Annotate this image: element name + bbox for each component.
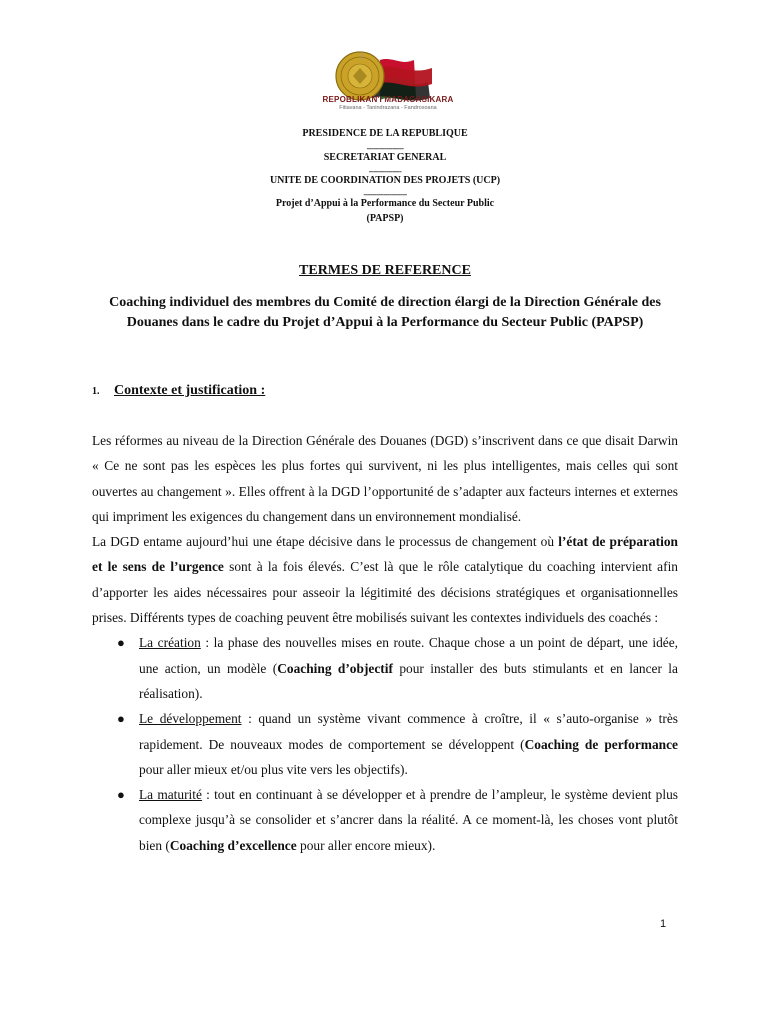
header-separator: --------------------: [363, 190, 407, 199]
bullet-icon: ●: [117, 711, 125, 727]
section-heading: [92, 383, 265, 399]
list-item-emphasis: Coaching d’excellence: [169, 837, 297, 853]
list-item: [92, 782, 678, 858]
document-body: [92, 428, 678, 858]
bullet-icon: ●: [117, 787, 125, 803]
list-item-text: pour aller encore mieux).: [296, 837, 436, 853]
document-title: TERMES DE REFERENCE: [299, 263, 471, 278]
emblem-motto: Fitiavana - Tanindrazana - Fandrosoana: [339, 105, 437, 111]
list-item-text: : tout en continuant à se développer et à prendre de l’ampleur, le système devient plus complexe jusqu’à se consolider et s’ancrer dans la réalité. A ce moment-là, les choses vont plutôt bien (: [139, 787, 679, 853]
list-item-text: : quand un système vivant commence à croître, il « s’auto-organise » très rapidement. De nouveaux modes de comportement se développent (: [139, 711, 678, 752]
paragraph-2-text: La DGD entame aujourd’hui une étape décisive dans le processus de changement où: [92, 534, 559, 550]
paragraph-2: [92, 529, 678, 630]
paragraph-2-text: sont à la fois élevés. C’est là que le rôle catalytique du coaching intervient afin d’apporter les aides nécessaires pour asseoir la légitimité des décisions stratégiques et organisationnelles prises. Différents types de coaching peuvent être mobilisés suivant les contextes individuels des coachés :: [92, 559, 678, 626]
list-item-emphasis: Coaching de performance: [524, 736, 678, 752]
section-label: Contexte et justification :: [114, 383, 266, 398]
section-number: 1.: [92, 386, 100, 397]
list-item-term: Le développement: [139, 711, 242, 727]
header-separator: -----------------: [366, 144, 404, 153]
list-item-text: pour installer des buts stimulants et en lancer la réalisation).: [139, 660, 678, 701]
list-item-term: La maturité: [139, 787, 202, 803]
emblem-caption: REPOBLIKAN'I MADAGASIKARA: [322, 95, 454, 104]
header-ucp: UNITE DE COORDINATION DES PROJETS (UCP): [269, 175, 501, 186]
list-item-text: : la phase des nouvelles mises en route. Chaque chose a un point de départ, une idée, une action, un modèle (: [139, 635, 679, 676]
list-item: [92, 706, 678, 782]
header-separator: ---------------: [368, 167, 402, 176]
header-project: Projet d’Appui à la Performance du Secteur Public: [275, 198, 495, 209]
list-item: [92, 630, 678, 706]
document-subtitle: Coaching individuel des membres du Comité de direction élargi de la Direction Générale des Douanes dans le cadre du Projet d’Appui à la Performance du Secteur Public (PAPSP): [109, 295, 661, 330]
coaching-types-list: [92, 630, 678, 858]
header-papsp: (PAPSP): [366, 213, 404, 224]
header-presidence: PRESIDENCE DE LA REPUBLIQUE: [302, 128, 468, 139]
paragraph-1: Les réformes au niveau de la Direction Générale des Douanes (DGD) s’inscrivent dans ce que disait Darwin « Ce ne sont pas les espèces les plus fortes qui survivent, ni les plus intelligentes, mais celles qui sont ouvertes au changement ». Elles offrent à la DGD l’opportunité de s’adapter aux facteurs internes et externes qui impriment les exigences du changement dans un environnement mondialisé.: [92, 433, 678, 524]
madagascar-emblem-icon: [310, 46, 460, 128]
page-number: 1: [660, 918, 667, 930]
list-item-term: La création: [139, 635, 201, 651]
header-secretariat: SECRETARIAT GENERAL: [323, 152, 447, 163]
list-item-emphasis: Coaching d’objectif: [277, 660, 393, 676]
paragraph-2-emphasis: l’état de préparation et le sens de l’urgence: [92, 534, 678, 575]
list-item-text: pour aller mieux et/ou plus vite vers les objectifs).: [139, 761, 408, 777]
bullet-icon: ●: [117, 635, 125, 651]
